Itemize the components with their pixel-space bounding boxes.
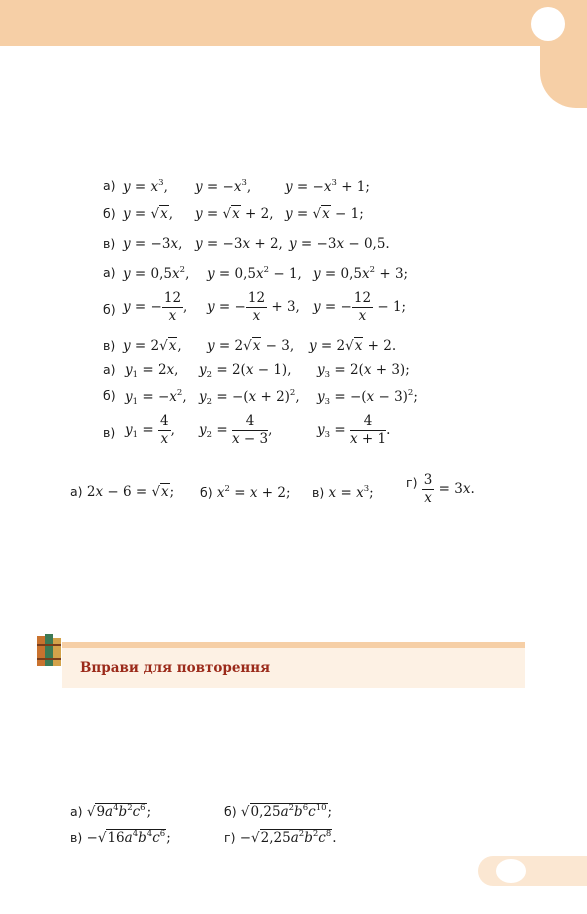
books-icon <box>35 630 65 670</box>
page-corner-circle <box>531 7 565 41</box>
page-number-tab <box>478 856 587 886</box>
page-number-circle <box>496 859 526 883</box>
section-title: Вправи для повторення <box>80 660 271 676</box>
header-band <box>0 0 587 46</box>
